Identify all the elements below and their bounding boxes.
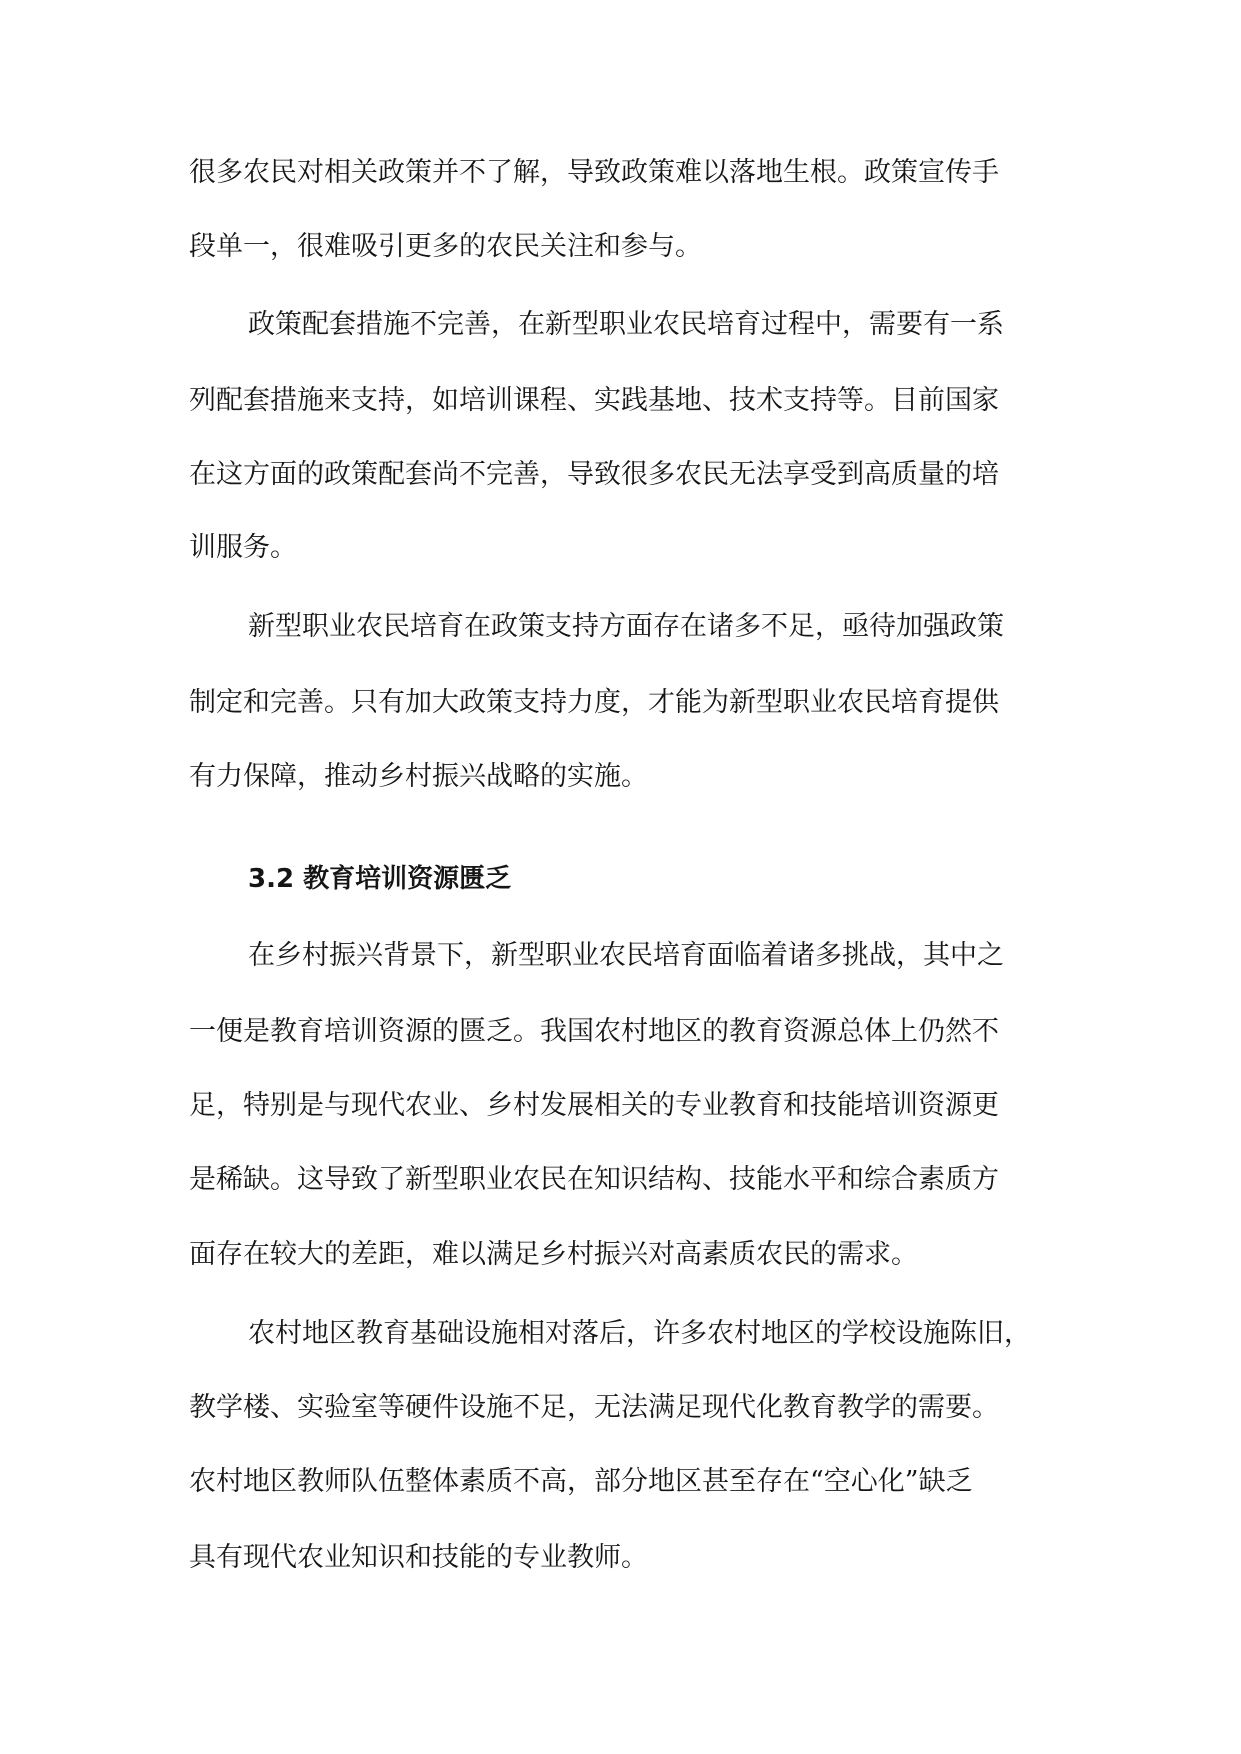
paragraph-line: 制定和完善。只有加大政策支持力度，才能为新型职业农民培育提供 xyxy=(189,687,999,718)
paragraph-line: 具有现代农业知识和技能的专业教师。 xyxy=(189,1542,648,1573)
paragraph-line: 政策配套措施不完善，在新型职业农民培育过程中，需要有一系 xyxy=(248,309,1004,340)
paragraph-line: 农村地区教师队伍整体素质不高，部分地区甚至存在“空心化”缺乏 xyxy=(189,1466,973,1497)
paragraph-line: 训服务。 xyxy=(189,532,297,563)
paragraph-line: 一便是教育培训资源的匮乏。我国农村地区的教育资源总体上仍然不 xyxy=(189,1016,999,1047)
paragraph-line: 是稀缺。这导致了新型职业农民在知识结构、技能水平和综合素质方 xyxy=(189,1164,999,1195)
paragraph-line: 段单一，很难吸引更多的农民关注和参与。 xyxy=(189,231,702,262)
paragraph-line: 教学楼、实验室等硬件设施不足，无法满足现代化教育教学的需要。 xyxy=(189,1392,999,1423)
paragraph-line: 新型职业农民培育在政策支持方面存在诸多不足，亟待加强政策 xyxy=(248,611,1004,642)
paragraph-line: 很多农民对相关政策并不了解，导致政策难以落地生根。政策宣传手 xyxy=(189,157,999,188)
paragraph-line: 农村地区教育基础设施相对落后，许多农村地区的学校设施陈旧， xyxy=(248,1318,1031,1349)
paragraph-line: 足，特别是与现代农业、乡村发展相关的专业教育和技能培训资源更 xyxy=(189,1090,999,1121)
paragraph-line: 在这方面的政策配套尚不完善，导致很多农民无法享受到高质量的培 xyxy=(189,459,999,490)
section-heading: 3.2 教育培训资源匮乏 xyxy=(248,864,512,894)
paragraph-line: 在乡村振兴背景下，新型职业农民培育面临着诸多挑战，其中之 xyxy=(248,940,1004,971)
paragraph-line: 面存在较大的差距，难以满足乡村振兴对高素质农民的需求。 xyxy=(189,1239,918,1270)
paragraph-line: 列配套措施来支持，如培训课程、实践基地、技术支持等。目前国家 xyxy=(189,385,999,416)
paragraph-line: 有力保障，推动乡村振兴战略的实施。 xyxy=(189,761,648,792)
